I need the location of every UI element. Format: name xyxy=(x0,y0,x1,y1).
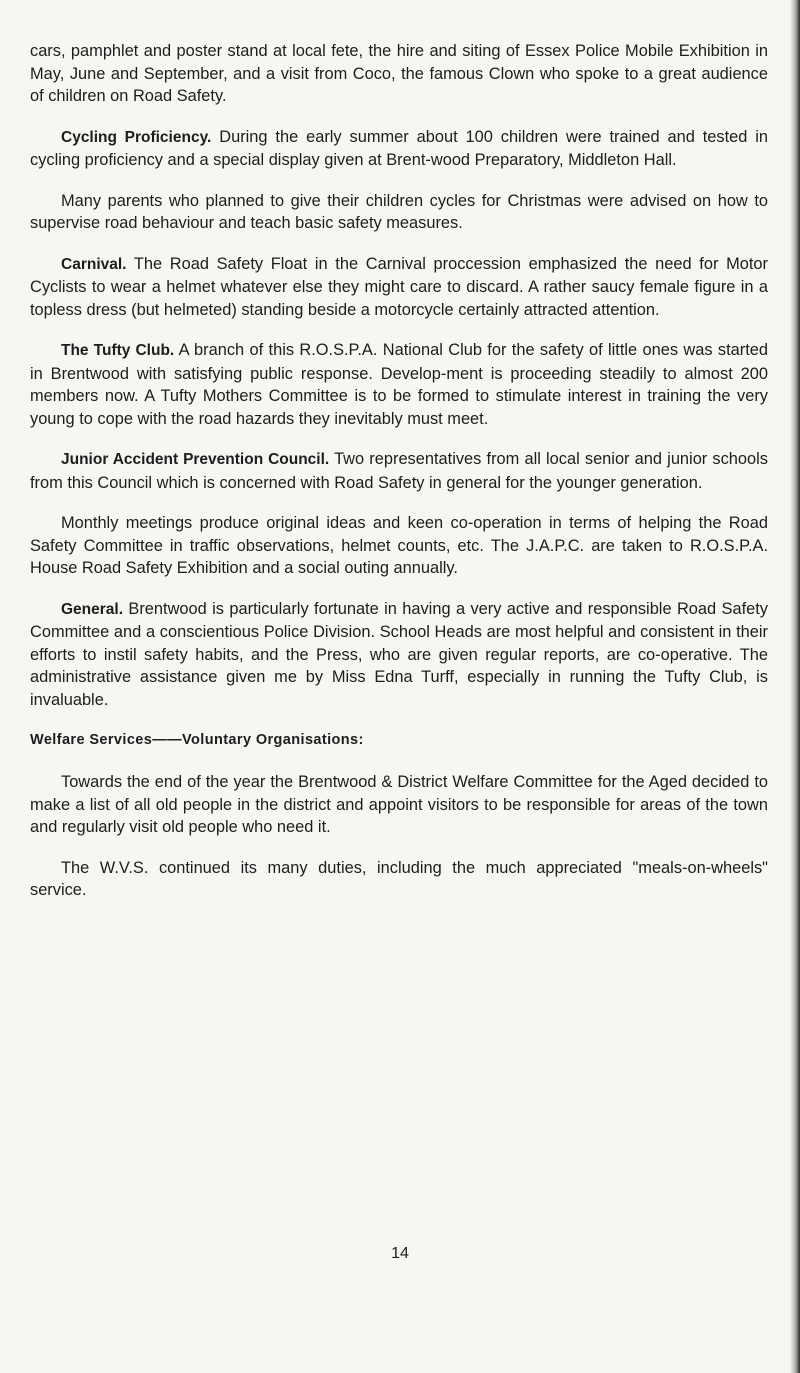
paragraph-junior-accident-prevention xyxy=(30,448,768,494)
paragraph-text: A branch of this R.O.S.P.A. National Club for the safety of little ones was started in Brentwood with satisfying public response. Develop-ment is proceeding steadily to almost 200 members now. A Tufty Mothers Committee is to be formed to stimulate interest in training the very young to cope with the road hazards they inevitably must meet. xyxy=(30,341,768,428)
paragraph-text: Towards the end of the year the Brentwood & District Welfare Committee for the Aged decided to make a list of all old people in the district and appoint visitors to be responsible for areas of the town and regularly visit old people who need it. xyxy=(30,773,768,836)
paragraph-text: Many parents who planned to give their children cycles for Christmas were advised on how to supervise road behaviour and teach basic safety measures. xyxy=(30,191,768,232)
paragraph-wvs xyxy=(30,857,768,902)
paragraph-monthly-meetings xyxy=(30,512,768,580)
section-heading-welfare-services: Welfare Services——Voluntary Organisations: xyxy=(30,732,364,748)
paragraph-text: Monthly meetings produce original ideas and keen co-operation in terms of helping the Road Safety Committee in traffic observations, helmet counts, etc. The J.A.P.C. are taken to R.O.S.P.A. House Road Safety Exhibition and a social outing annually. xyxy=(30,514,768,577)
paragraph-lead: Junior Accident Prevention Council. xyxy=(61,451,330,468)
paragraph-lead: General. xyxy=(61,600,124,618)
paragraph-text: cars, pamphlet and poster stand at local fete, the hire and siting of Essex Police Mobile Exhibition in May, June and September, and a visit from Coco, the famous Clown who spoke to a great audience of children on Road Safety. xyxy=(30,42,768,105)
page-edge-shadow xyxy=(790,0,800,1373)
paragraph-carnival xyxy=(30,253,768,322)
paragraph-tufty-club xyxy=(30,339,768,430)
paragraph-lead: Carnival. xyxy=(61,255,127,273)
paragraph-text: Brentwood is particularly fortunate in having a very active and responsible Road Safety Committee and a conscientious Police Division. School Heads are most helpful and consistent in their efforts to instil safety habits, and the Press, who are given regular reports, are co-operative. The administrative assistance given me by Miss Edna Turff, especially in running the Tufty Club, is invaluable. xyxy=(30,599,768,709)
page-number: 14 xyxy=(391,1245,409,1262)
paragraph-text: The Road Safety Float in the Carnival proccession emphasized the need for Motor Cyclists to wear a helmet whatever else they might care to discard. A rather saucy female figure in a topless dress (but helmeted) standing beside a motorcycle certainly attracted attention. xyxy=(30,254,768,319)
paragraph-welfare-committee xyxy=(30,771,768,839)
paragraph-general xyxy=(30,598,768,712)
body-text xyxy=(30,40,768,920)
paragraph-intro xyxy=(30,40,768,108)
paragraph-christmas-cycles xyxy=(30,190,768,235)
paragraph-lead: The Tufty Club. xyxy=(61,342,175,359)
paragraph-text: During the early summer about 100 children were trained and tested in cycling proficiency and a special display given at Brent-wood Preparatory, Middleton Hall. xyxy=(30,127,769,169)
paragraph-text: The W.V.S. continued its many duties, including the much appreciated "meals-on-wheels" service. xyxy=(30,858,768,899)
paragraph-text: Two representatives from all local senior and junior schools from this Council which is concerned with Road Safety in general for the younger generation. xyxy=(30,450,768,492)
paragraph-cycling-proficiency xyxy=(30,126,768,172)
paragraph-lead: Cycling Proficiency. xyxy=(61,128,212,146)
